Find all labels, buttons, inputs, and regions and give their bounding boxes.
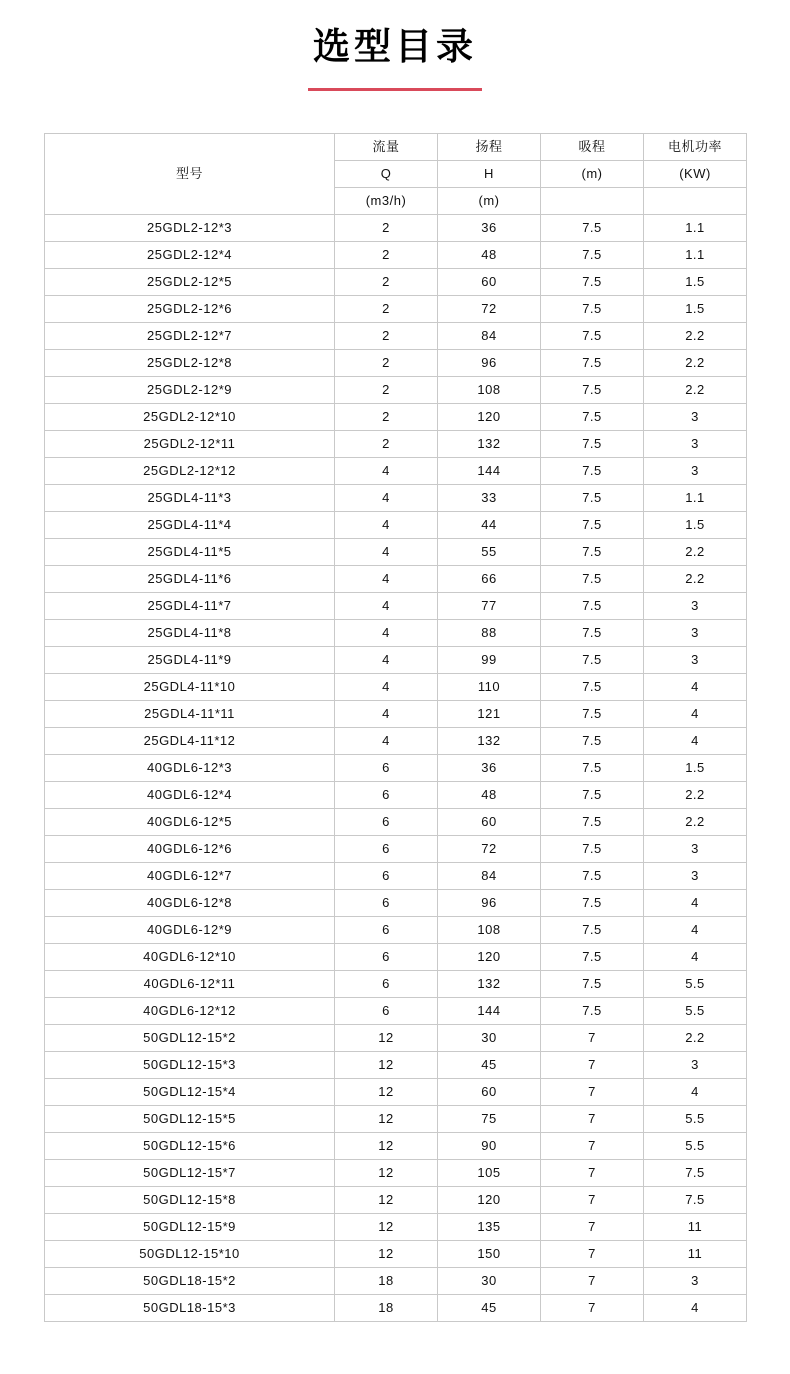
- cell-suction: 7.5: [541, 566, 644, 593]
- cell-power: 5.5: [644, 1133, 747, 1160]
- cell-head: 72: [438, 296, 541, 323]
- cell-model: 25GDL2-12*7: [45, 323, 335, 350]
- cell-flow: 6: [335, 917, 438, 944]
- cell-head: 48: [438, 782, 541, 809]
- table-row: [45, 296, 747, 323]
- header-cell-flow-unit: (m3/h): [335, 188, 438, 215]
- cell-power: 1.5: [644, 512, 747, 539]
- cell-power: 1.1: [644, 242, 747, 269]
- cell-model: 25GDL4-11*3: [45, 485, 335, 512]
- table-row: [45, 998, 747, 1025]
- cell-head: 30: [438, 1268, 541, 1295]
- cell-suction: 7.5: [541, 944, 644, 971]
- cell-power: 2.2: [644, 377, 747, 404]
- cell-power: 3: [644, 836, 747, 863]
- table-row: [45, 944, 747, 971]
- cell-suction: 7: [541, 1052, 644, 1079]
- title-block: [0, 0, 790, 91]
- cell-flow: 6: [335, 998, 438, 1025]
- cell-flow: 12: [335, 1241, 438, 1268]
- cell-suction: 7.5: [541, 350, 644, 377]
- cell-power: 1.1: [644, 485, 747, 512]
- cell-head: 132: [438, 728, 541, 755]
- cell-suction: 7.5: [541, 890, 644, 917]
- cell-suction: 7.5: [541, 215, 644, 242]
- cell-head: 132: [438, 971, 541, 998]
- cell-power: 11: [644, 1214, 747, 1241]
- table-row: [45, 1025, 747, 1052]
- cell-flow: 12: [335, 1052, 438, 1079]
- cell-head: 88: [438, 620, 541, 647]
- cell-flow: 4: [335, 728, 438, 755]
- cell-flow: 2: [335, 269, 438, 296]
- cell-power: 11: [644, 1241, 747, 1268]
- cell-suction: 7.5: [541, 512, 644, 539]
- cell-flow: 12: [335, 1214, 438, 1241]
- cell-suction: 7: [541, 1106, 644, 1133]
- cell-model: 50GDL12-15*7: [45, 1160, 335, 1187]
- cell-suction: 7: [541, 1268, 644, 1295]
- cell-power: 4: [644, 1295, 747, 1322]
- selection-catalog-table: [44, 133, 747, 1322]
- cell-power: 4: [644, 1079, 747, 1106]
- cell-suction: 7.5: [541, 971, 644, 998]
- cell-model: 50GDL12-15*4: [45, 1079, 335, 1106]
- cell-model: 25GDL4-11*11: [45, 701, 335, 728]
- table-row: [45, 836, 747, 863]
- cell-model: 40GDL6-12*10: [45, 944, 335, 971]
- cell-head: 55: [438, 539, 541, 566]
- cell-power: 2.2: [644, 323, 747, 350]
- cell-model: 50GDL12-15*6: [45, 1133, 335, 1160]
- cell-model: 25GDL2-12*3: [45, 215, 335, 242]
- cell-power: 1.5: [644, 269, 747, 296]
- cell-model: 50GDL12-15*5: [45, 1106, 335, 1133]
- cell-head: 30: [438, 1025, 541, 1052]
- cell-power: 2.2: [644, 782, 747, 809]
- table-row: [45, 566, 747, 593]
- header-cell-head-symbol: H: [438, 161, 541, 188]
- cell-suction: 7.5: [541, 593, 644, 620]
- cell-flow: 4: [335, 647, 438, 674]
- cell-flow: 18: [335, 1268, 438, 1295]
- table-row: [45, 323, 747, 350]
- cell-head: 72: [438, 836, 541, 863]
- cell-suction: 7.5: [541, 647, 644, 674]
- cell-head: 99: [438, 647, 541, 674]
- cell-power: 3: [644, 458, 747, 485]
- cell-suction: 7.5: [541, 539, 644, 566]
- cell-model: 25GDL2-12*4: [45, 242, 335, 269]
- table-row: [45, 971, 747, 998]
- cell-power: 5.5: [644, 1106, 747, 1133]
- cell-model: 25GDL4-11*10: [45, 674, 335, 701]
- cell-flow: 2: [335, 323, 438, 350]
- table-row: [45, 404, 747, 431]
- header-cell-head-name: 扬程: [438, 134, 541, 161]
- cell-power: 3: [644, 620, 747, 647]
- cell-model: 25GDL4-11*5: [45, 539, 335, 566]
- cell-flow: 4: [335, 701, 438, 728]
- cell-flow: 4: [335, 620, 438, 647]
- table-row: [45, 917, 747, 944]
- cell-model: 50GDL12-15*3: [45, 1052, 335, 1079]
- cell-suction: 7.5: [541, 809, 644, 836]
- cell-flow: 12: [335, 1187, 438, 1214]
- cell-power: 3: [644, 593, 747, 620]
- cell-flow: 12: [335, 1106, 438, 1133]
- header-cell-flow-symbol: Q: [335, 161, 438, 188]
- cell-head: 44: [438, 512, 541, 539]
- cell-head: 84: [438, 863, 541, 890]
- table-row: [45, 1160, 747, 1187]
- header-cell-power-blank: [644, 188, 747, 215]
- table-row: [45, 1052, 747, 1079]
- cell-suction: 7: [541, 1187, 644, 1214]
- cell-power: 1.5: [644, 296, 747, 323]
- cell-model: 40GDL6-12*9: [45, 917, 335, 944]
- header-cell-suction-name: 吸程: [541, 134, 644, 161]
- table-row: [45, 242, 747, 269]
- cell-flow: 6: [335, 944, 438, 971]
- cell-suction: 7.5: [541, 431, 644, 458]
- cell-power: 3: [644, 1052, 747, 1079]
- table-row: [45, 1241, 747, 1268]
- cell-suction: 7.5: [541, 998, 644, 1025]
- cell-head: 60: [438, 809, 541, 836]
- cell-flow: 2: [335, 296, 438, 323]
- table-row: [45, 458, 747, 485]
- cell-power: 1.1: [644, 215, 747, 242]
- cell-flow: 6: [335, 782, 438, 809]
- table-row: [45, 674, 747, 701]
- cell-model: 25GDL2-12*5: [45, 269, 335, 296]
- cell-power: 2.2: [644, 1025, 747, 1052]
- cell-flow: 2: [335, 242, 438, 269]
- cell-flow: 4: [335, 593, 438, 620]
- cell-head: 121: [438, 701, 541, 728]
- cell-flow: 2: [335, 431, 438, 458]
- cell-flow: 4: [335, 674, 438, 701]
- cell-suction: 7.5: [541, 242, 644, 269]
- cell-power: 3: [644, 647, 747, 674]
- cell-suction: 7.5: [541, 296, 644, 323]
- cell-head: 84: [438, 323, 541, 350]
- cell-model: 50GDL12-15*9: [45, 1214, 335, 1241]
- cell-model: 50GDL12-15*10: [45, 1241, 335, 1268]
- cell-head: 120: [438, 944, 541, 971]
- table-row: [45, 377, 747, 404]
- cell-suction: 7.5: [541, 836, 644, 863]
- cell-model: 40GDL6-12*7: [45, 863, 335, 890]
- table-row: [45, 701, 747, 728]
- cell-flow: 12: [335, 1079, 438, 1106]
- cell-flow: 18: [335, 1295, 438, 1322]
- page-title: 选型目录: [313, 26, 477, 67]
- cell-power: 2.2: [644, 539, 747, 566]
- cell-model: 25GDL2-12*12: [45, 458, 335, 485]
- table-row: [45, 593, 747, 620]
- cell-head: 45: [438, 1295, 541, 1322]
- cell-suction: 7.5: [541, 782, 644, 809]
- cell-suction: 7.5: [541, 323, 644, 350]
- cell-flow: 6: [335, 890, 438, 917]
- cell-suction: 7.5: [541, 728, 644, 755]
- cell-model: 25GDL4-11*4: [45, 512, 335, 539]
- cell-head: 36: [438, 755, 541, 782]
- header-cell-power-name: 电机功率: [644, 134, 747, 161]
- header-cell-flow-name: 流量: [335, 134, 438, 161]
- cell-suction: 7: [541, 1160, 644, 1187]
- cell-head: 96: [438, 890, 541, 917]
- cell-power: 4: [644, 674, 747, 701]
- cell-suction: 7: [541, 1295, 644, 1322]
- cell-model: 40GDL6-12*11: [45, 971, 335, 998]
- cell-model: 40GDL6-12*12: [45, 998, 335, 1025]
- title-underline-rule: [308, 88, 482, 91]
- table-row: [45, 1133, 747, 1160]
- cell-flow: 6: [335, 863, 438, 890]
- cell-flow: 4: [335, 458, 438, 485]
- table-row: [45, 728, 747, 755]
- header-cell-suction-blank: [541, 188, 644, 215]
- cell-power: 4: [644, 728, 747, 755]
- table-row: [45, 1214, 747, 1241]
- table-row: [45, 890, 747, 917]
- table-row: [45, 1079, 747, 1106]
- cell-model: 40GDL6-12*3: [45, 755, 335, 782]
- cell-head: 110: [438, 674, 541, 701]
- cell-power: 4: [644, 944, 747, 971]
- cell-flow: 4: [335, 485, 438, 512]
- cell-suction: 7: [541, 1214, 644, 1241]
- cell-suction: 7: [541, 1079, 644, 1106]
- cell-suction: 7.5: [541, 404, 644, 431]
- cell-head: 135: [438, 1214, 541, 1241]
- cell-model: 25GDL2-12*6: [45, 296, 335, 323]
- cell-flow: 12: [335, 1025, 438, 1052]
- table-row: [45, 782, 747, 809]
- cell-model: 25GDL2-12*8: [45, 350, 335, 377]
- cell-model: 40GDL6-12*8: [45, 890, 335, 917]
- cell-flow: 2: [335, 404, 438, 431]
- cell-head: 144: [438, 998, 541, 1025]
- cell-model: 25GDL4-11*8: [45, 620, 335, 647]
- cell-suction: 7.5: [541, 674, 644, 701]
- cell-power: 5.5: [644, 998, 747, 1025]
- cell-model: 50GDL12-15*2: [45, 1025, 335, 1052]
- cell-power: 4: [644, 917, 747, 944]
- cell-suction: 7: [541, 1241, 644, 1268]
- cell-model: 25GDL2-12*9: [45, 377, 335, 404]
- cell-suction: 7.5: [541, 863, 644, 890]
- cell-head: 96: [438, 350, 541, 377]
- table-row: [45, 350, 747, 377]
- cell-suction: 7.5: [541, 701, 644, 728]
- cell-head: 48: [438, 242, 541, 269]
- table-row: [45, 269, 747, 296]
- cell-head: 77: [438, 593, 541, 620]
- table-row: [45, 1187, 747, 1214]
- cell-head: 60: [438, 269, 541, 296]
- table-row: [45, 863, 747, 890]
- cell-flow: 12: [335, 1133, 438, 1160]
- cell-head: 108: [438, 917, 541, 944]
- cell-flow: 6: [335, 971, 438, 998]
- table-row: [45, 647, 747, 674]
- cell-flow: 4: [335, 512, 438, 539]
- table-row: [45, 755, 747, 782]
- cell-head: 150: [438, 1241, 541, 1268]
- cell-model: 25GDL4-11*6: [45, 566, 335, 593]
- cell-head: 144: [438, 458, 541, 485]
- cell-model: 40GDL6-12*5: [45, 809, 335, 836]
- cell-flow: 4: [335, 566, 438, 593]
- cell-power: 4: [644, 701, 747, 728]
- table-row: [45, 620, 747, 647]
- header-cell-power-unit: (KW): [644, 161, 747, 188]
- table-row: [45, 215, 747, 242]
- cell-head: 120: [438, 404, 541, 431]
- cell-head: 108: [438, 377, 541, 404]
- cell-head: 120: [438, 1187, 541, 1214]
- cell-model: 40GDL6-12*6: [45, 836, 335, 863]
- table-row: [45, 485, 747, 512]
- cell-suction: 7: [541, 1133, 644, 1160]
- cell-head: 45: [438, 1052, 541, 1079]
- cell-suction: 7.5: [541, 485, 644, 512]
- cell-power: 3: [644, 1268, 747, 1295]
- cell-head: 105: [438, 1160, 541, 1187]
- cell-power: 2.2: [644, 809, 747, 836]
- cell-power: 4: [644, 890, 747, 917]
- cell-model: 50GDL18-15*2: [45, 1268, 335, 1295]
- table-row: [45, 1295, 747, 1322]
- cell-model: 50GDL18-15*3: [45, 1295, 335, 1322]
- spec-table-container: [44, 133, 746, 1322]
- cell-flow: 12: [335, 1160, 438, 1187]
- cell-head: 36: [438, 215, 541, 242]
- cell-power: 7.5: [644, 1160, 747, 1187]
- cell-head: 90: [438, 1133, 541, 1160]
- cell-suction: 7.5: [541, 755, 644, 782]
- cell-power: 2.2: [644, 350, 747, 377]
- cell-model: 25GDL2-12*11: [45, 431, 335, 458]
- cell-model: 25GDL2-12*10: [45, 404, 335, 431]
- table-row: [45, 1268, 747, 1295]
- cell-flow: 2: [335, 350, 438, 377]
- cell-suction: 7.5: [541, 620, 644, 647]
- cell-power: 3: [644, 863, 747, 890]
- cell-power: 5.5: [644, 971, 747, 998]
- header-cell-suction-unit: (m): [541, 161, 644, 188]
- cell-power: 3: [644, 431, 747, 458]
- cell-model: 40GDL6-12*4: [45, 782, 335, 809]
- table-row: [45, 431, 747, 458]
- cell-suction: 7.5: [541, 458, 644, 485]
- cell-power: 1.5: [644, 755, 747, 782]
- cell-head: 132: [438, 431, 541, 458]
- cell-power: 2.2: [644, 566, 747, 593]
- cell-model: 25GDL4-11*9: [45, 647, 335, 674]
- cell-suction: 7.5: [541, 917, 644, 944]
- cell-power: 7.5: [644, 1187, 747, 1214]
- table-header-row-1: [45, 134, 747, 161]
- cell-model: 25GDL4-11*12: [45, 728, 335, 755]
- cell-model: 25GDL4-11*7: [45, 593, 335, 620]
- cell-head: 66: [438, 566, 541, 593]
- cell-flow: 2: [335, 377, 438, 404]
- cell-power: 3: [644, 404, 747, 431]
- cell-suction: 7.5: [541, 377, 644, 404]
- cell-model: 50GDL12-15*8: [45, 1187, 335, 1214]
- cell-flow: 2: [335, 215, 438, 242]
- cell-flow: 6: [335, 836, 438, 863]
- header-cell-head-unit: (m): [438, 188, 541, 215]
- table-row: [45, 512, 747, 539]
- cell-head: 60: [438, 1079, 541, 1106]
- cell-suction: 7: [541, 1025, 644, 1052]
- table-row: [45, 1106, 747, 1133]
- table-row: [45, 539, 747, 566]
- cell-head: 33: [438, 485, 541, 512]
- header-cell-model: 型号: [45, 134, 335, 215]
- cell-flow: 4: [335, 539, 438, 566]
- cell-head: 75: [438, 1106, 541, 1133]
- cell-suction: 7.5: [541, 269, 644, 296]
- table-row: [45, 809, 747, 836]
- cell-flow: 6: [335, 809, 438, 836]
- cell-flow: 6: [335, 755, 438, 782]
